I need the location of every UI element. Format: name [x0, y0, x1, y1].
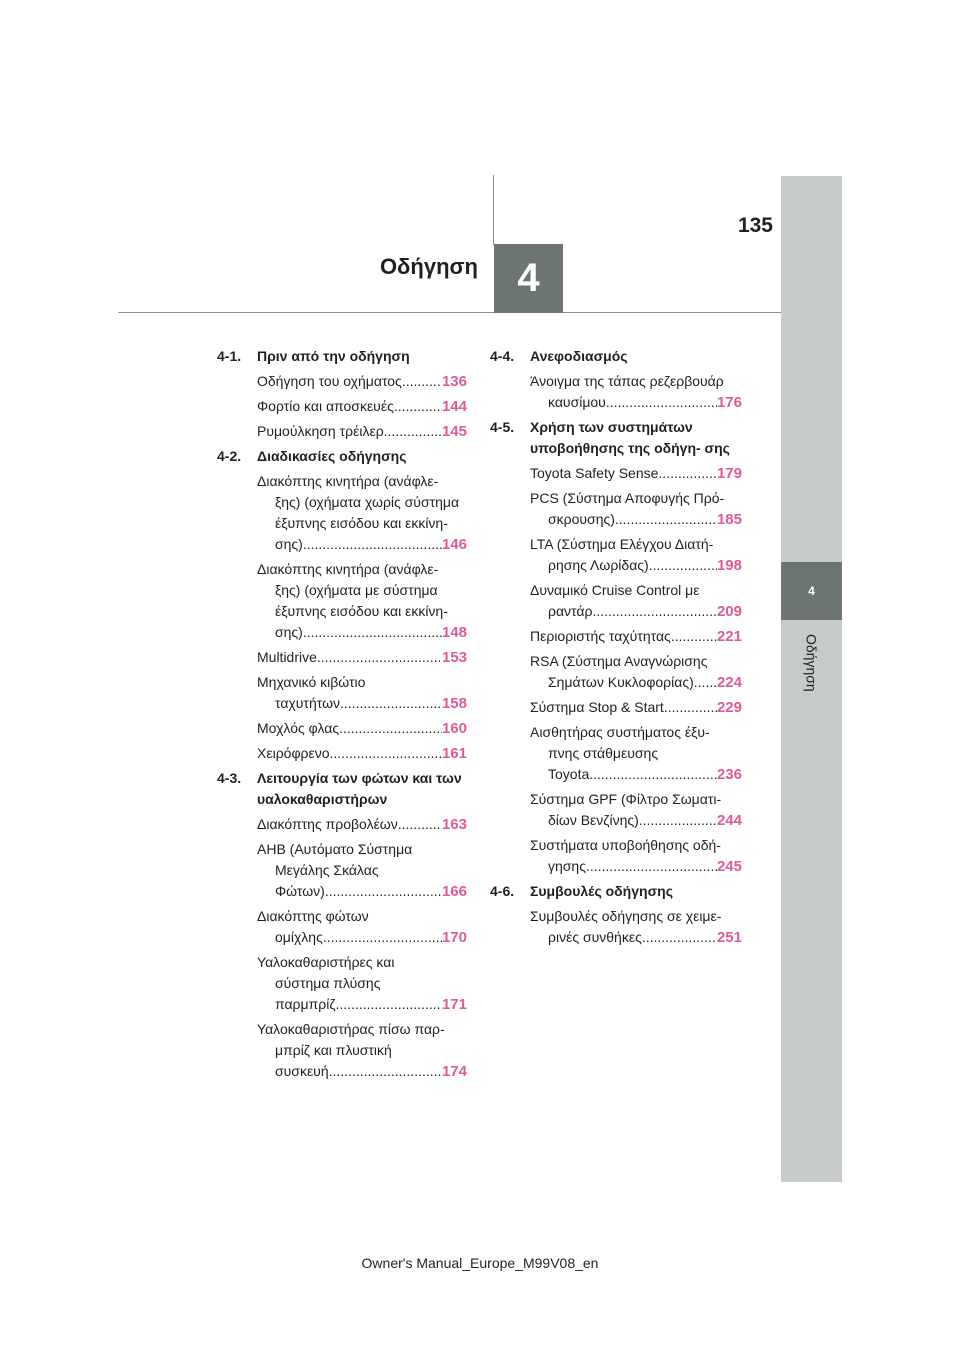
dot-leader [329, 1061, 442, 1082]
toc-entry[interactable] [257, 421, 467, 442]
entry-page-link[interactable]: 160 [441, 720, 467, 737]
entry-page-link[interactable]: 174 [441, 1063, 467, 1080]
entry-text-line: PCS (Σύστημα Αποφυγής Πρό- [530, 490, 725, 506]
section-number: 4-2. [217, 448, 242, 464]
side-chapter-label [781, 626, 842, 700]
dot-leader [639, 810, 717, 831]
dot-leader [649, 555, 717, 576]
entry-text-line: Φώτων) [275, 883, 325, 899]
dot-leader [303, 534, 442, 555]
dot-leader [336, 994, 442, 1015]
entry-text-line: σύστημα πλύσης [275, 975, 381, 991]
entry-last-line [530, 697, 742, 718]
entry-text-line: έξυπνης εισόδου και εκκίνη- [275, 515, 448, 531]
dot-leader [303, 622, 442, 643]
dot-leader [671, 626, 717, 647]
side-label-text: Οδήγηση [803, 634, 820, 692]
entry-text-line: μπρίζ και πλυστική [275, 1042, 392, 1058]
entry-text-line: ξης) (οχήματα με σύστημα [275, 582, 438, 598]
dot-leader [384, 421, 442, 442]
entry-last-line [530, 672, 742, 693]
toc-entry[interactable] [257, 814, 467, 835]
toc-entry[interactable] [257, 952, 467, 1015]
toc-entry[interactable] [530, 534, 742, 576]
dot-leader [402, 371, 442, 392]
entry-last-line [257, 693, 467, 714]
toc-entry[interactable] [257, 559, 467, 643]
toc-entry[interactable] [257, 672, 467, 714]
dot-leader [323, 927, 442, 948]
entry-last-line [257, 421, 467, 442]
entry-text-line: Μοχλός φλας [257, 720, 340, 736]
entry-text-line: Διακόπτης προβολέων [257, 816, 398, 832]
toc-entry[interactable] [530, 371, 742, 413]
dot-leader [317, 647, 442, 668]
entry-text-line: Μηχανικό κιβώτιο [257, 674, 366, 690]
toc-section-heading [217, 768, 467, 810]
dot-leader [340, 693, 442, 714]
dot-leader [658, 463, 717, 484]
entry-text-line: παρμπρίζ [275, 996, 336, 1012]
entry-text-line: AHB (Αυτόματο Σύστημα [257, 841, 413, 857]
entry-last-line [530, 463, 742, 484]
dot-leader [606, 392, 717, 413]
section-title: Ανεφοδιασμός [530, 348, 628, 364]
dot-leader [592, 601, 717, 622]
toc-entry[interactable] [530, 789, 742, 831]
dot-leader [694, 672, 717, 693]
entry-page-link[interactable]: 179 [716, 465, 742, 482]
entry-text-line: Ρυμούλκηση τρέιλερ [257, 423, 384, 439]
entry-text-line: Δυναμικό Cruise Control με [530, 582, 700, 598]
entry-last-line [257, 647, 467, 668]
entry-last-line [530, 555, 742, 576]
entry-text-line: συσκευή [275, 1063, 329, 1079]
toc-entry[interactable] [257, 396, 467, 417]
entry-text-line: Υαλοκαθαριστήρας πίσω παρ- [257, 1021, 445, 1037]
entry-last-line [257, 743, 467, 764]
section-title: Συμβουλές οδήγησης [530, 883, 673, 899]
entry-text-line: ταχυτήτων [275, 695, 341, 711]
toc-entry[interactable] [257, 471, 467, 555]
entry-text-line: Μεγάλης Σκάλας [275, 862, 379, 878]
entry-last-line [257, 396, 467, 417]
section-title: Πριν από την οδήγηση [257, 348, 410, 364]
footer-text: Owner's Manual_Europe_M99V08_en [361, 1255, 599, 1271]
section-number: 4-5. [490, 419, 515, 435]
entry-text-line: Φορτίο και αποσκευές [257, 398, 394, 414]
entry-page-link[interactable]: 221 [716, 628, 742, 645]
entry-last-line [530, 392, 742, 413]
entry-page-link[interactable]: 166 [441, 883, 467, 900]
entry-text-line: Συμβουλές οδήγησης σε χειμε- [530, 908, 722, 924]
entry-text-line: RSA (Σύστημα Αναγνώρισης [530, 653, 708, 669]
entry-text-line: Σημάτων Κυκλοφορίας) [548, 674, 694, 690]
entry-text-line: ρινές συνθήκες [548, 929, 642, 945]
entry-text-line: Διακόπτης κινητήρα (ανάφλε- [257, 473, 439, 489]
dot-leader [586, 856, 717, 877]
entry-page-link[interactable]: 251 [716, 929, 742, 946]
entry-text-line: LTA (Σύστημα Ελέγχου Διατή- [530, 536, 714, 552]
entry-text-line: ρησης Λωρίδας) [548, 557, 649, 573]
entry-page-link[interactable]: 148 [441, 624, 467, 641]
entry-page-link[interactable]: 158 [441, 695, 467, 712]
toc-entry[interactable] [530, 722, 742, 785]
entry-page-link[interactable]: 245 [716, 858, 742, 875]
chapter-number: 4 [517, 256, 540, 300]
entry-page-link[interactable]: 229 [716, 699, 742, 716]
toc-entry[interactable] [530, 835, 742, 877]
dot-leader [394, 396, 442, 417]
entry-page-link[interactable]: 153 [441, 649, 467, 666]
dot-leader [398, 814, 442, 835]
toc-entry[interactable] [530, 488, 742, 530]
entry-last-line [530, 927, 742, 948]
entry-last-line [257, 371, 467, 392]
header-vertical-rule [493, 175, 494, 245]
entry-page-link[interactable]: 144 [441, 398, 467, 415]
toc-entry[interactable] [530, 906, 742, 948]
entry-last-line [530, 764, 742, 785]
section-number: 4-1. [217, 348, 242, 364]
toc-section-heading [217, 346, 467, 367]
dot-leader [664, 697, 717, 718]
toc-entry[interactable] [257, 647, 467, 668]
entry-text-line: έξυπνης εισόδου και εκκίνη- [275, 603, 448, 619]
chapter-title: Οδήγηση [379, 254, 478, 279]
entry-last-line [257, 881, 467, 902]
section-title: Χρήση των συστημάτων υποβοήθησης της οδήγη- σης [530, 419, 730, 456]
entry-text-line: σκρουσης) [548, 511, 615, 527]
toc-entry[interactable] [257, 839, 467, 902]
toc-entry[interactable] [257, 906, 467, 948]
toc-entry[interactable] [530, 651, 742, 693]
toc-entry[interactable] [257, 718, 467, 739]
entry-text-line: ραντάρ [548, 603, 593, 619]
entry-text-line: Συστήματα υποβοήθησης οδή- [530, 837, 721, 853]
entry-page-link[interactable]: 145 [441, 423, 467, 440]
dot-leader [615, 509, 717, 530]
section-title: Διαδικασίες οδήγησης [257, 448, 407, 464]
entry-text-line: Διακόπτης φώτων [257, 908, 369, 924]
entry-text-line: Οδήγηση του οχήματος [257, 373, 402, 389]
toc-entry[interactable] [530, 626, 742, 647]
entry-last-line [257, 994, 467, 1015]
entry-text-line: σης) [275, 624, 303, 640]
entry-last-line [257, 1061, 467, 1082]
entry-page-link[interactable]: 244 [716, 812, 742, 829]
chapter-number-box [494, 244, 563, 313]
entry-page-link[interactable]: 171 [441, 996, 467, 1013]
entry-page-link[interactable]: 224 [716, 674, 742, 691]
entry-last-line [257, 622, 467, 643]
side-chapter-tab[interactable] [781, 562, 842, 620]
entry-page-link[interactable]: 185 [716, 511, 742, 528]
entry-last-line [257, 718, 467, 739]
entry-page-link[interactable]: 163 [441, 816, 467, 833]
entry-page-link[interactable]: 146 [441, 536, 467, 553]
toc-entry[interactable] [530, 697, 742, 718]
toc-entry[interactable] [530, 463, 742, 484]
entry-page-link[interactable]: 236 [716, 766, 742, 783]
entry-text-line: Multidrive [257, 649, 317, 665]
page-number: 135 [737, 214, 773, 237]
entry-page-link[interactable]: 198 [716, 557, 742, 574]
side-tab-number: 4 [808, 584, 815, 598]
entry-page-link[interactable]: 176 [716, 394, 742, 411]
entry-text-line: Toyota [548, 766, 590, 782]
entry-last-line [257, 927, 467, 948]
entry-text-line: πνης στάθμευσης [548, 745, 659, 761]
section-number: 4-6. [490, 883, 515, 899]
entry-page-link[interactable]: 209 [716, 603, 742, 620]
entry-last-line [530, 626, 742, 647]
header-horizontal-rule [118, 312, 781, 313]
entry-text-line: καυσίμου [548, 394, 606, 410]
entry-text-line: Σύστημα Stop & Start [530, 699, 664, 715]
toc-entry[interactable] [257, 743, 467, 764]
toc-section-heading [490, 346, 742, 367]
entry-text-line: Περιοριστής ταχύτητας [530, 628, 671, 644]
entry-last-line [530, 856, 742, 877]
entry-text-line: Σύστημα GPF (Φίλτρο Σωματι- [530, 791, 722, 807]
entry-last-line [257, 814, 467, 835]
entry-last-line [257, 534, 467, 555]
toc-column-left [217, 346, 467, 1086]
entry-text-line: Διακόπτης κινητήρα (ανάφλε- [257, 561, 439, 577]
entry-text-line: Αισθητήρας συστήματος έξυ- [530, 724, 710, 740]
dot-leader [589, 764, 717, 785]
dot-leader [330, 743, 442, 764]
entry-text-line: Χειρόφρενο [257, 745, 330, 761]
section-title: Λειτουργία των φώτων και των υαλοκαθαριστήρων [257, 770, 462, 807]
toc-entry[interactable] [257, 1019, 467, 1082]
entry-page-link[interactable]: 161 [441, 745, 467, 762]
dot-leader [642, 927, 717, 948]
toc-column-right [490, 346, 742, 952]
entry-last-line [530, 601, 742, 622]
entry-text-line: Toyota Safety Sense [530, 465, 659, 481]
entry-text-line: σης) [275, 536, 303, 552]
entry-page-link[interactable]: 136 [441, 373, 467, 390]
dot-leader [325, 881, 442, 902]
entry-last-line [530, 810, 742, 831]
entry-text-line: Υαλοκαθαριστήρες και [257, 954, 395, 970]
entry-page-link[interactable]: 170 [441, 929, 467, 946]
entry-text-line: ξης) (οχήματα χωρίς σύστημα [275, 494, 460, 510]
entry-last-line [530, 509, 742, 530]
toc-section-heading [217, 446, 467, 467]
section-number: 4-4. [490, 348, 515, 364]
entry-text-line: ομίχλης [275, 929, 323, 945]
toc-section-heading [490, 417, 742, 459]
toc-entry[interactable] [530, 580, 742, 622]
toc-entry[interactable] [257, 371, 467, 392]
section-number: 4-3. [217, 770, 242, 786]
entry-text-line: δίων Βενζίνης) [548, 812, 639, 828]
entry-text-line: γησης [548, 858, 586, 874]
dot-leader [339, 718, 442, 739]
toc-section-heading [490, 881, 742, 902]
entry-text-line: Άνοιγμα της τάπας ρεζερβουάρ [530, 373, 724, 389]
